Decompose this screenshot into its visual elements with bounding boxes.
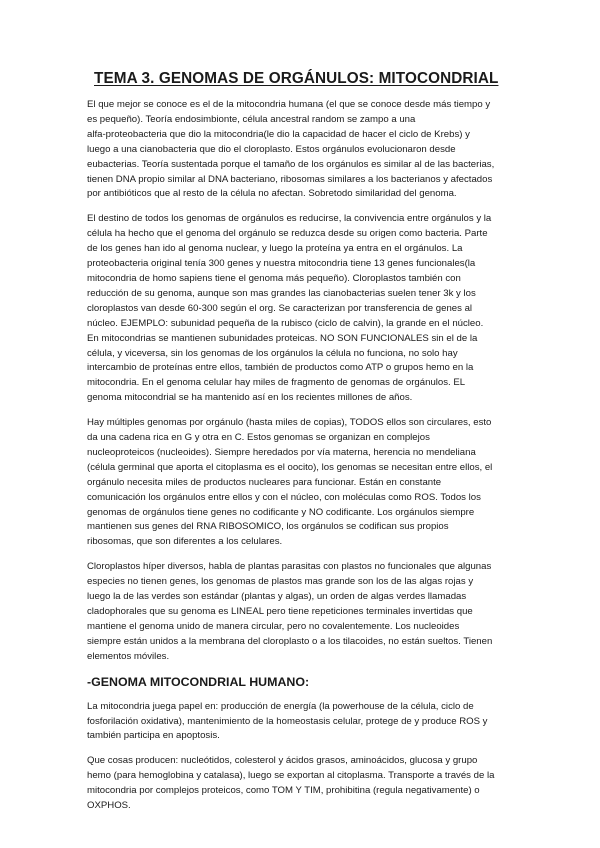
text-line: nucleoproteicos (nucleoides). Siempre heredados por vía materna, herencia no mendeliana bbox=[87, 446, 476, 458]
text-line: fosforilación oxidativa), mantenimiento de la homeostasis celular, protege de y produce ROS y bbox=[87, 715, 488, 727]
text-line: genoma mitocondrial se ha mantenido así en los recientes millones de años. bbox=[87, 392, 413, 404]
text-line: da una cadena rica en G y otra en C. Estos genomas se organizan en complejos bbox=[87, 432, 430, 444]
paragraph-mitochondria-products bbox=[87, 754, 517, 814]
text-line: mitocondria de homo sapiens tiene el genoma más pequeño). Cloroplastos también con bbox=[87, 272, 461, 284]
paragraph-endosymbiont-theory bbox=[87, 98, 517, 202]
text-line: El destino de todos los genomas de orgánulos es reducirse, la convivencia entre orgánulos y la bbox=[87, 213, 492, 225]
text-line: de los genes han ido al genoma nuclear, y luego la proteína ya entra en el orgánulos. La bbox=[87, 243, 463, 255]
paragraph-genome-organization bbox=[87, 416, 517, 550]
text-line: (célula germinal que aporta el citoplasma es el oocito), los genomas se necesitan entre ellos, el bbox=[87, 461, 493, 473]
text-line: El que mejor se conoce es el de la mitocondria humana (el que se conoce desde más tiempo y bbox=[87, 99, 491, 110]
text-line: Cloroplastos híper diversos, habla de plantas parasitas con plastos no funcionales que algunas bbox=[87, 561, 492, 573]
text-line: núcleo. EJEMPLO: subunidad pequeña de la rubisco (ciclo de calvin), la grande en el núcleo. bbox=[87, 317, 484, 329]
text-line: reducción de su genoma, aunque son mas grandes las cianobacterias suelen tener 3k y los bbox=[87, 287, 476, 299]
text-line: siempre están unidos a la membrana del cloroplasto o a los tilacoides, no están sueltos. Tienen bbox=[87, 635, 493, 647]
text-line: elementos móviles. bbox=[87, 650, 170, 662]
text-line: proteobacteria original tenía 300 genes y nuestra mitocondria tiene 13 genes funcionales(la bbox=[87, 258, 476, 270]
text-line: orgánulo necesita miles de productos nucleares para funcionar. Están en constante bbox=[87, 476, 442, 488]
section-heading: -GENOMA MITOCONDRIAL HUMANO: bbox=[87, 674, 310, 689]
text-line: genomas de orgánulos tiene genes no codificante y NO codificante. Los orgánulos siempre bbox=[87, 506, 475, 518]
text-line: luego a una cianobacteria que dio el cloroplasto. Estos orgánulos evolucionaron desde bbox=[87, 143, 456, 155]
text-line: La mitocondria juega papel en: producción de energía (la powerhouse de la célula, ciclo de bbox=[87, 700, 474, 712]
text-line: es pequeño). Teoría endosimbionte, célula ancestral random se zampo a una bbox=[87, 113, 416, 125]
document-body bbox=[87, 98, 517, 824]
paragraph-chloroplasts bbox=[87, 560, 517, 664]
text-line: alfa-proteobacteria que dio la mitocondria(le dio la capacidad de hacer el ciclo de Krebs) y bbox=[87, 128, 470, 140]
paragraph-mitochondria-roles bbox=[87, 700, 517, 745]
text-line: también participa en apoptosis. bbox=[87, 730, 220, 742]
text-line: mantiene el genoma unido de manera circular, pero no covalentemente. Los nucleoides bbox=[87, 620, 460, 632]
text-line: cloroplastos van desde 60-300 según el org. Se caracterizan por transferencia de genes al bbox=[87, 302, 473, 314]
text-line: Hay múltiples genomas por orgánulo (hasta miles de copias), TODOS ellos son circulares, esto bbox=[87, 417, 492, 429]
text-line: comunicación los orgánulos entre ellos y con el núcleo, con moléculas como ROS. Todos los bbox=[87, 491, 481, 503]
text-line: ribosomas, que son diferentes a los celulares. bbox=[87, 536, 283, 548]
text-line: En mitocondrias se mantienen subunidades proteicas. NO SON FUNCIONALES sin el de la bbox=[87, 332, 478, 344]
paragraph-genome-reduction bbox=[87, 212, 517, 406]
text-line: mitocondria por complejos proteicos, como TOM Y TIM, prohibitina (regula negativamente) o bbox=[87, 785, 480, 797]
text-line: luego la de las verdes son estándar (plantas y algas), un orden de algas verdes llamadas bbox=[87, 591, 467, 603]
text-line: eubacterias. Teoría sustentada porque el tamaño de los orgánulos es similar al de las bacterias, bbox=[87, 158, 495, 170]
text-line: por antibióticos que al resto de la célula no afectan. Sobretodo similaridad del genoma. bbox=[87, 188, 457, 200]
text-line: célula ha hecho que el genoma del orgánulo se reduzca desde su origen como bacteria. Parte bbox=[87, 228, 488, 240]
text-line: mitocondria. En el genoma celular hay miles de fragmento de genomas de orgánulos. EL bbox=[87, 377, 466, 389]
text-line: intercambio de proteínas entre ellos, también de productos como ATP o grupos hemo en la bbox=[87, 362, 474, 374]
text-line: hemo (para hemoglobina y catalasa), luego se exportan al citoplasma. Transporte a través de la bbox=[87, 770, 495, 782]
text-line: célula, y viceversa, sin los genomas de los orgánulos la célula no funciona, no solo hay bbox=[87, 347, 458, 359]
text-line: mantienen sus genes del RNA RIBOSOMICO, los orgánulos se codifican sus propios bbox=[87, 521, 449, 533]
page-title: TEMA 3. GENOMAS DE ORGÁNULOS: MITOCONDRIAL bbox=[94, 70, 499, 87]
text-line: tienen DNA propio similar al DNA bacteriano, ribosomas similares a los bacterianos y afectados bbox=[87, 173, 493, 185]
text-line: cladophorales que su genoma es LINEAL pero tiene repeticiones terminales invertidas que bbox=[87, 606, 473, 617]
text-line: OXPHOS. bbox=[87, 800, 131, 812]
text-line: Que cosas producen: nucleótidos, colesterol y ácidos grasos, aminoácidos, glucosa y grupo bbox=[87, 755, 478, 767]
text-line: especies no tienen genes, los genomas de plastos mas grande son los de las algas rojas y bbox=[87, 576, 474, 588]
